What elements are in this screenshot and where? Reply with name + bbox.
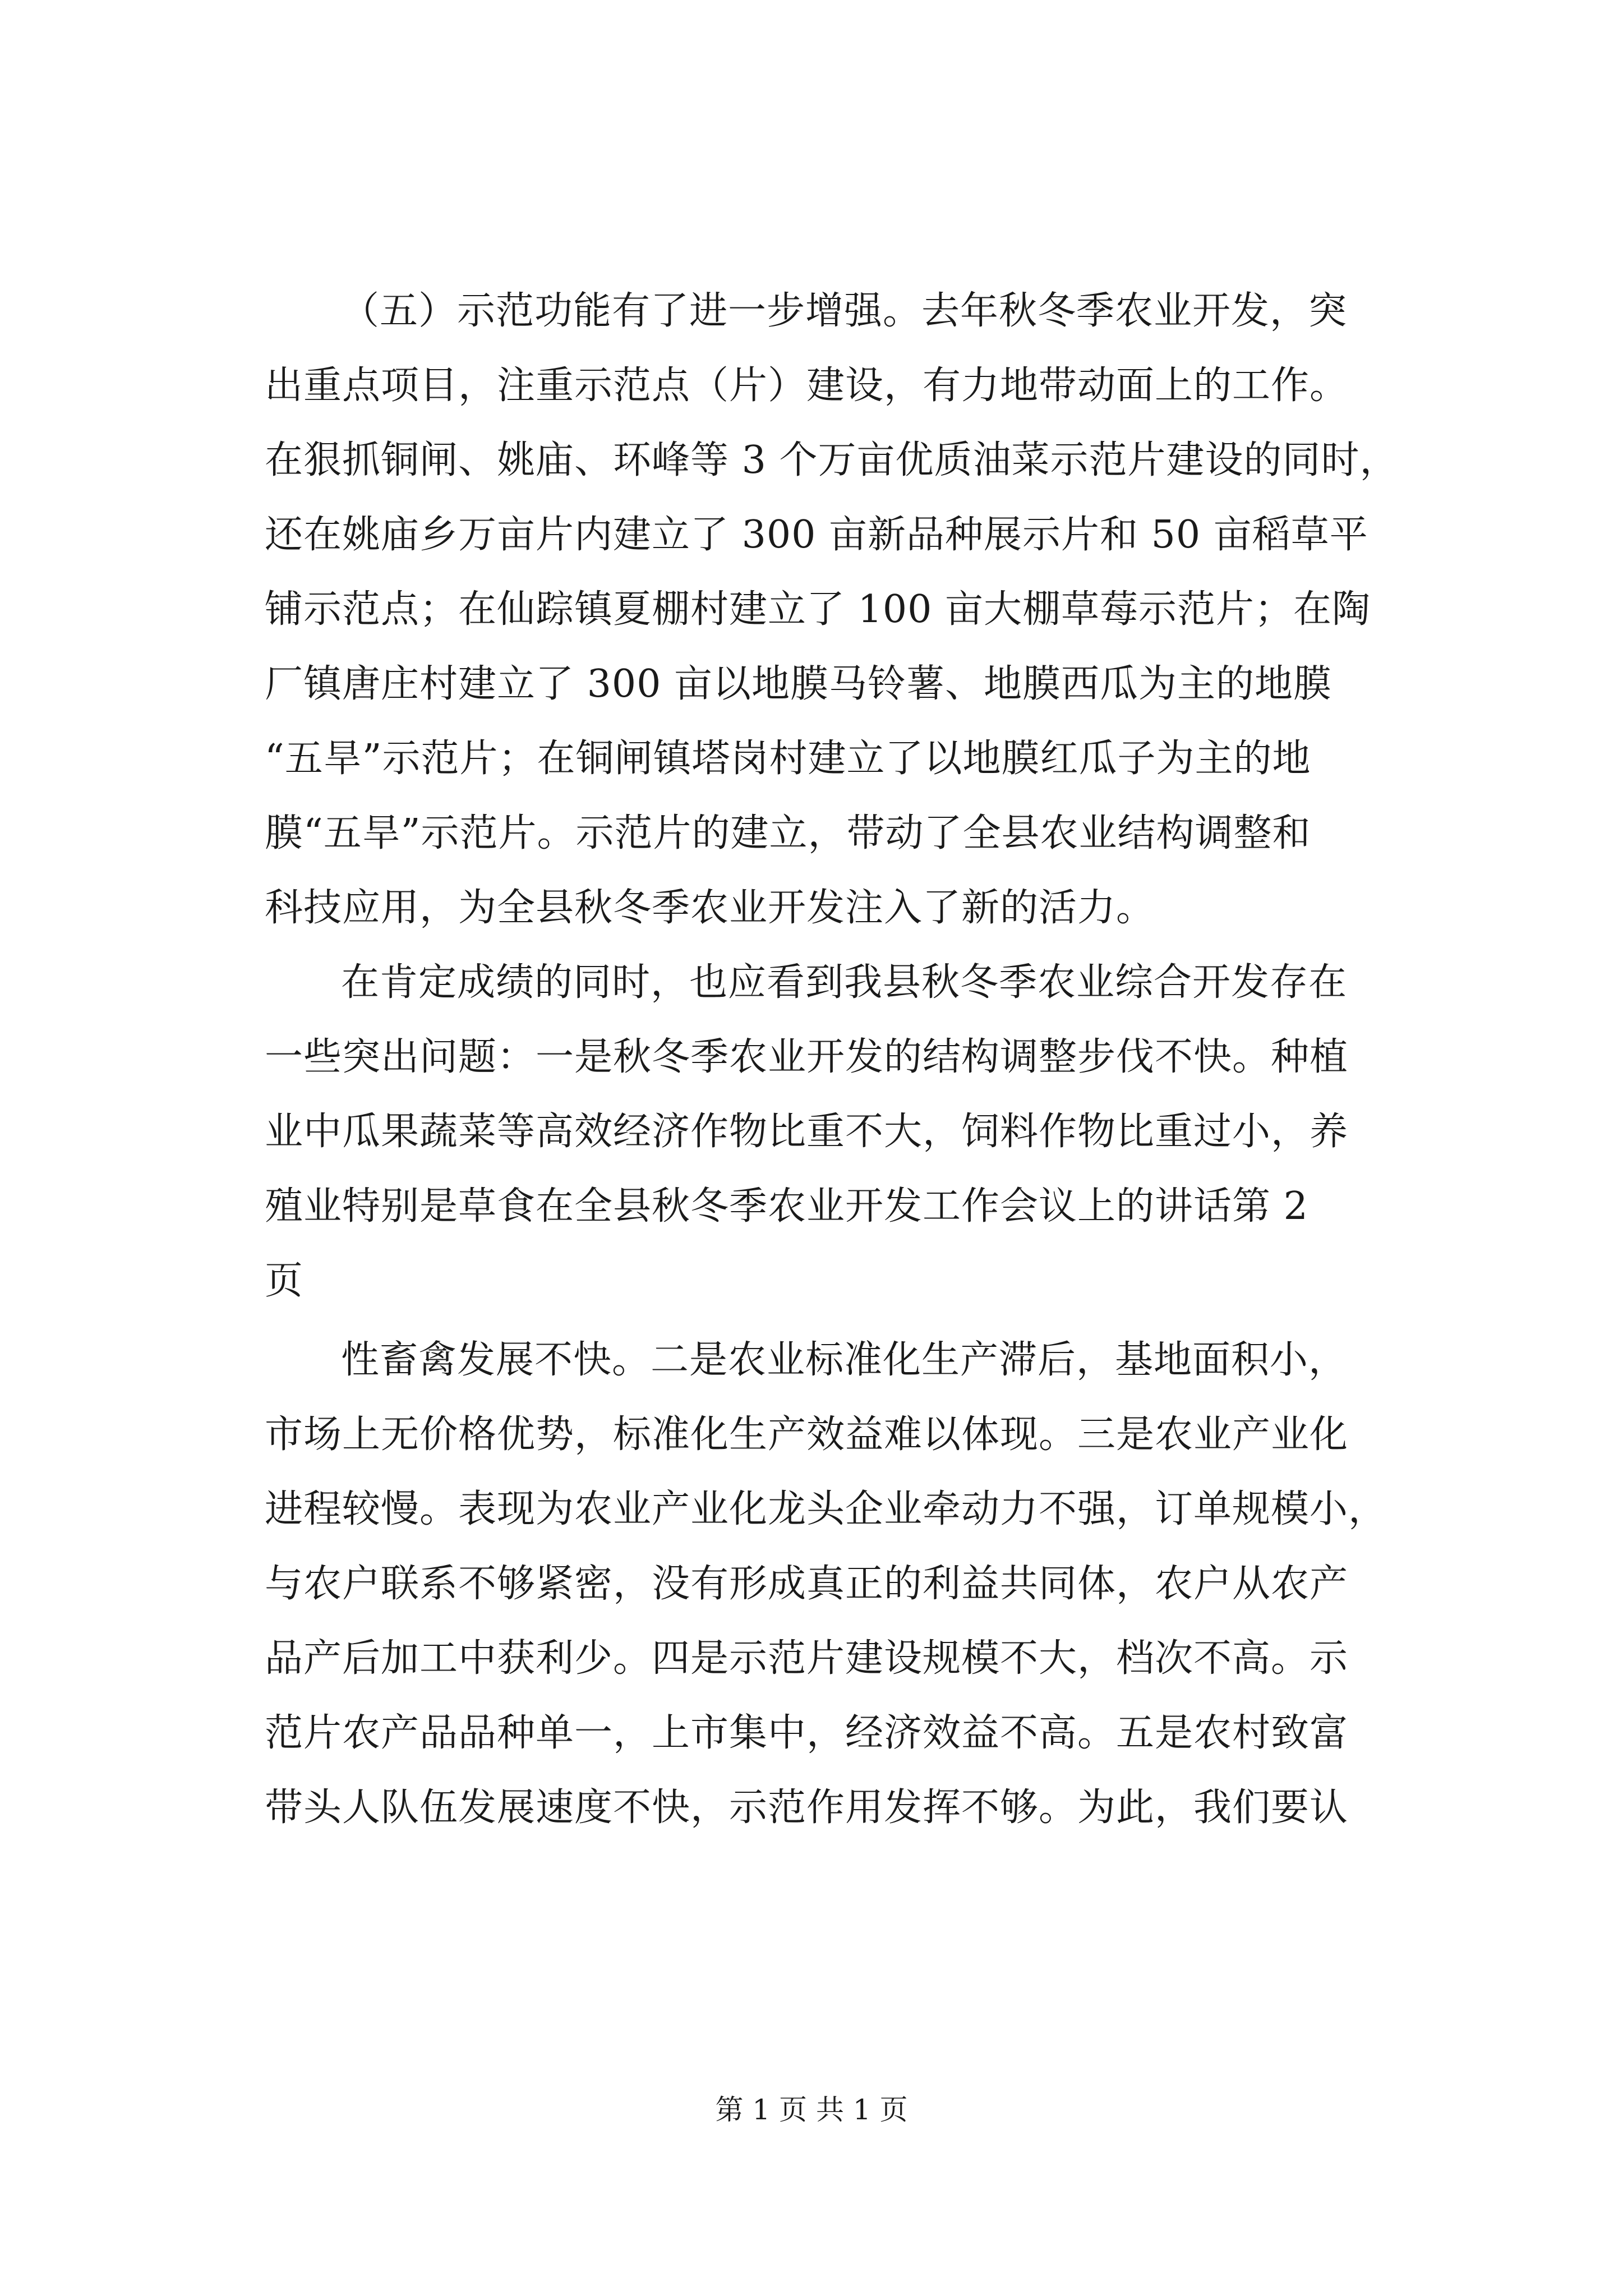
text-line: 铺示范点；在仙踪镇夏棚村建立了 100 亩大棚草莓示范片；在陶 (265, 587, 1371, 632)
paragraph-problems (265, 945, 1358, 1318)
paragraph-spacer (265, 1318, 1358, 1323)
text-line: 性畜禽发展不快。二是农业标准化生产滞后，基地面积小， (341, 1338, 1348, 1382)
paragraph-demonstration (265, 274, 1399, 945)
text-line: 品产后加工中获利少。四是示范片建设规模不大，档次不高。示 (265, 1636, 1349, 1681)
text-line: 厂镇唐庄村建立了 300 亩以地膜马铃薯、地膜西瓜为主的地膜 (265, 662, 1332, 706)
text-line: “五旱”示范片；在铜闸镇塔岗村建立了以地膜红瓜子为主的地 (265, 737, 1311, 781)
text-line: 业中瓜果蔬菜等高效经济作物比重不大，饲料作物比重过小，养 (265, 1110, 1349, 1154)
text-line: 在肯定成绩的同时，也应看到我县秋冬季农业综合开发存在 (341, 960, 1348, 1005)
text-line: 在狠抓铜闸、姚庙、环峰等 3 个万亩优质油菜示范片建设的同时， (265, 438, 1399, 482)
text-line: （五）示范功能有了进一步增强。去年秋冬季农业开发，突 (341, 289, 1348, 333)
paragraph-continuation (265, 1323, 1387, 1845)
text-line: 进程较慢。表现为农业产业化龙头企业牵动力不强，订单规模小， (265, 1487, 1387, 1531)
text-line: 与农户联系不够紧密，没有形成真正的利益共同体，农户从农产 (265, 1562, 1349, 1606)
text-line: 市场上无价格优势，标准化生产效益难以体现。三是农业产业化 (265, 1412, 1349, 1457)
page-number-label: 第 1 页 共 1 页 (715, 2093, 908, 2126)
text-line: 带头人队伍发展速度不快，示范作用发挥不够。为此，我们要认 (265, 1786, 1349, 1830)
text-line: 还在姚庙乡万亩片内建立了 300 亩新品种展示片和 50 亩稻草平 (265, 513, 1368, 557)
text-line: 一些突出问题：一是秋冬季农业开发的结构调整步伐不快。种植 (265, 1035, 1349, 1079)
page-footer (0, 2090, 1623, 2129)
document-body (265, 274, 1399, 1845)
text-line: 科技应用，为全县秋冬季农业开发注入了新的活力。 (265, 886, 1155, 930)
text-line: 膜“五旱”示范片。示范片的建立，带动了全县农业结构调整和 (265, 811, 1311, 855)
text-line: 出重点项目，注重示范点（片）建设，有力地带动面上的工作。 (265, 364, 1349, 408)
text-line: 范片农产品品种单一，上市集中，经济效益不高。五是农村致富 (265, 1711, 1349, 1755)
text-line: 殖业特别是草食在全县秋冬季农业开发工作会议上的讲话第 2 (265, 1184, 1308, 1228)
text-line: 页 (265, 1259, 304, 1303)
